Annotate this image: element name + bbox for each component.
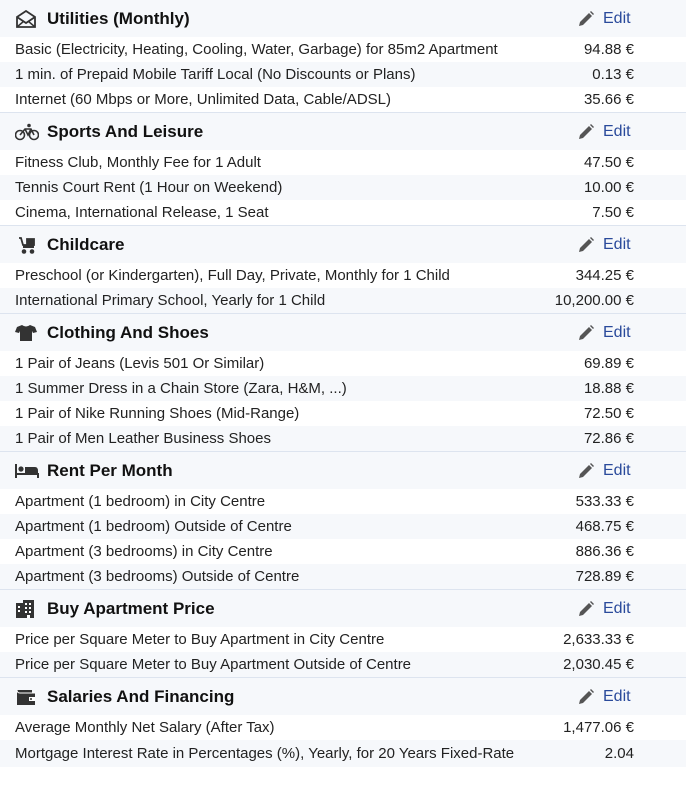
bicycle-icon xyxy=(15,121,39,143)
pencil-icon xyxy=(577,462,595,480)
item-price: 886.36 € xyxy=(575,543,634,560)
item-name: Average Monthly Net Salary (After Tax) xyxy=(15,719,275,736)
section-header xyxy=(0,226,686,263)
item-name: Price per Square Meter to Buy Apartment Outside of Centre xyxy=(15,656,412,673)
table-row xyxy=(0,652,686,677)
item-price: 533.33 € xyxy=(575,493,634,510)
item-name: Internet (60 Mbps or More, Unlimited Data, Cable/ADSL) xyxy=(15,91,391,108)
section-childcare xyxy=(0,225,686,313)
section-salaries xyxy=(0,677,686,767)
table-row xyxy=(0,426,686,451)
table-row xyxy=(0,740,686,767)
edit-label[interactable]: Edit xyxy=(603,122,631,140)
table-row xyxy=(0,263,686,288)
item-name: Apartment (3 bedrooms) Outside of Centre xyxy=(15,568,300,585)
bed-icon xyxy=(15,460,39,482)
pencil-icon xyxy=(577,324,595,342)
section-title: Childcare xyxy=(47,234,125,254)
section-header xyxy=(0,314,686,351)
section-header xyxy=(0,590,686,627)
edit-button[interactable] xyxy=(577,314,631,351)
item-price: 94.88 € xyxy=(583,41,634,58)
item-name: 1 Summer Dress in a Chain Store (Zara, H&M, ...) xyxy=(15,380,347,397)
item-name: 1 min. of Prepaid Mobile Tariff Local (No Discounts or Plans) xyxy=(15,66,416,83)
section-header xyxy=(0,678,686,715)
table-row xyxy=(0,351,686,376)
table-row xyxy=(0,627,686,652)
table-row xyxy=(0,200,686,225)
pencil-icon xyxy=(577,600,595,618)
item-name: 1 Pair of Men Leather Business Shoes xyxy=(15,430,271,447)
item-name: Mortgage Interest Rate in Percentages (%), Yearly, for 20 Years Fixed-Rate xyxy=(15,745,515,762)
item-name: International Primary School, Yearly for 1 Child xyxy=(15,292,326,309)
item-price: 69.89 € xyxy=(583,355,634,372)
edit-label[interactable]: Edit xyxy=(603,9,631,27)
item-name: Apartment (1 bedroom) Outside of Centre xyxy=(15,518,292,535)
section-header xyxy=(0,0,686,37)
section-header xyxy=(0,113,686,150)
edit-button[interactable] xyxy=(577,226,631,263)
item-price: 344.25 € xyxy=(575,267,634,284)
item-price: 0.13 € xyxy=(592,66,634,83)
section-title: Utilities (Monthly) xyxy=(47,8,190,28)
table-row xyxy=(0,539,686,564)
edit-button[interactable] xyxy=(577,678,631,715)
item-name: 1 Pair of Jeans (Levis 501 Or Similar) xyxy=(15,355,265,372)
section-title: Clothing And Shoes xyxy=(47,322,209,342)
wallet-icon xyxy=(15,686,39,708)
table-row xyxy=(0,514,686,539)
section-title: Salaries And Financing xyxy=(47,686,235,706)
item-name: Apartment (3 bedrooms) in City Centre xyxy=(15,543,273,560)
table-row xyxy=(0,175,686,200)
item-price: 2,633.33 € xyxy=(563,631,634,648)
table-row xyxy=(0,288,686,313)
item-name: Fitness Club, Monthly Fee for 1 Adult xyxy=(15,154,261,171)
item-name: Tennis Court Rent (1 Hour on Weekend) xyxy=(15,179,283,196)
section-title: Rent Per Month xyxy=(47,460,173,480)
pencil-icon xyxy=(577,688,595,706)
building-icon xyxy=(15,598,39,620)
section-clothing xyxy=(0,313,686,451)
table-row xyxy=(0,376,686,401)
item-name: Preschool (or Kindergarten), Full Day, Private, Monthly for 1 Child xyxy=(15,267,450,284)
edit-button[interactable] xyxy=(577,0,631,37)
item-price: 10,200.00 € xyxy=(554,292,634,309)
edit-button[interactable] xyxy=(577,590,631,627)
section-title: Sports And Leisure xyxy=(47,121,204,141)
item-price: 72.86 € xyxy=(583,430,634,447)
item-price: 35.66 € xyxy=(583,91,634,108)
item-name: Apartment (1 bedroom) in City Centre xyxy=(15,493,266,510)
section-header xyxy=(0,452,686,489)
table-row xyxy=(0,401,686,426)
edit-button[interactable] xyxy=(577,113,631,150)
envelope-icon xyxy=(15,8,39,30)
item-price: 2.04 xyxy=(604,745,634,762)
stroller-icon xyxy=(15,234,39,256)
table-row xyxy=(0,489,686,514)
section-utilities xyxy=(0,0,686,112)
edit-label[interactable]: Edit xyxy=(603,687,631,705)
item-name: Cinema, International Release, 1 Seat xyxy=(15,204,269,221)
section-buy-apartment xyxy=(0,589,686,677)
table-row xyxy=(0,62,686,87)
edit-button[interactable] xyxy=(577,452,631,489)
pencil-icon xyxy=(577,123,595,141)
item-price: 2,030.45 € xyxy=(563,656,634,673)
table-row xyxy=(0,87,686,112)
table-row xyxy=(0,564,686,589)
item-price: 18.88 € xyxy=(583,380,634,397)
table-row xyxy=(0,37,686,62)
item-price: 7.50 € xyxy=(592,204,634,221)
item-price: 468.75 € xyxy=(575,518,634,535)
item-name: Basic (Electricity, Heating, Cooling, Water, Garbage) for 85m2 Apartment xyxy=(15,41,498,58)
section-title: Buy Apartment Price xyxy=(47,598,215,618)
item-price: 728.89 € xyxy=(575,568,634,585)
edit-label[interactable]: Edit xyxy=(603,599,631,617)
item-price: 72.50 € xyxy=(583,405,634,422)
edit-label[interactable]: Edit xyxy=(603,323,631,341)
edit-label[interactable]: Edit xyxy=(603,235,631,253)
pencil-icon xyxy=(577,236,595,254)
pencil-icon xyxy=(577,10,595,28)
tshirt-icon xyxy=(15,322,39,344)
table-row xyxy=(0,150,686,175)
table-row xyxy=(0,715,686,740)
edit-label[interactable]: Edit xyxy=(603,461,631,479)
item-name: 1 Pair of Nike Running Shoes (Mid-Range) xyxy=(15,405,300,422)
item-price: 10.00 € xyxy=(583,179,634,196)
section-sports xyxy=(0,112,686,225)
item-price: 1,477.06 € xyxy=(563,719,634,736)
section-rent xyxy=(0,451,686,589)
item-name: Price per Square Meter to Buy Apartment in City Centre xyxy=(15,631,385,648)
item-price: 47.50 € xyxy=(583,154,634,171)
